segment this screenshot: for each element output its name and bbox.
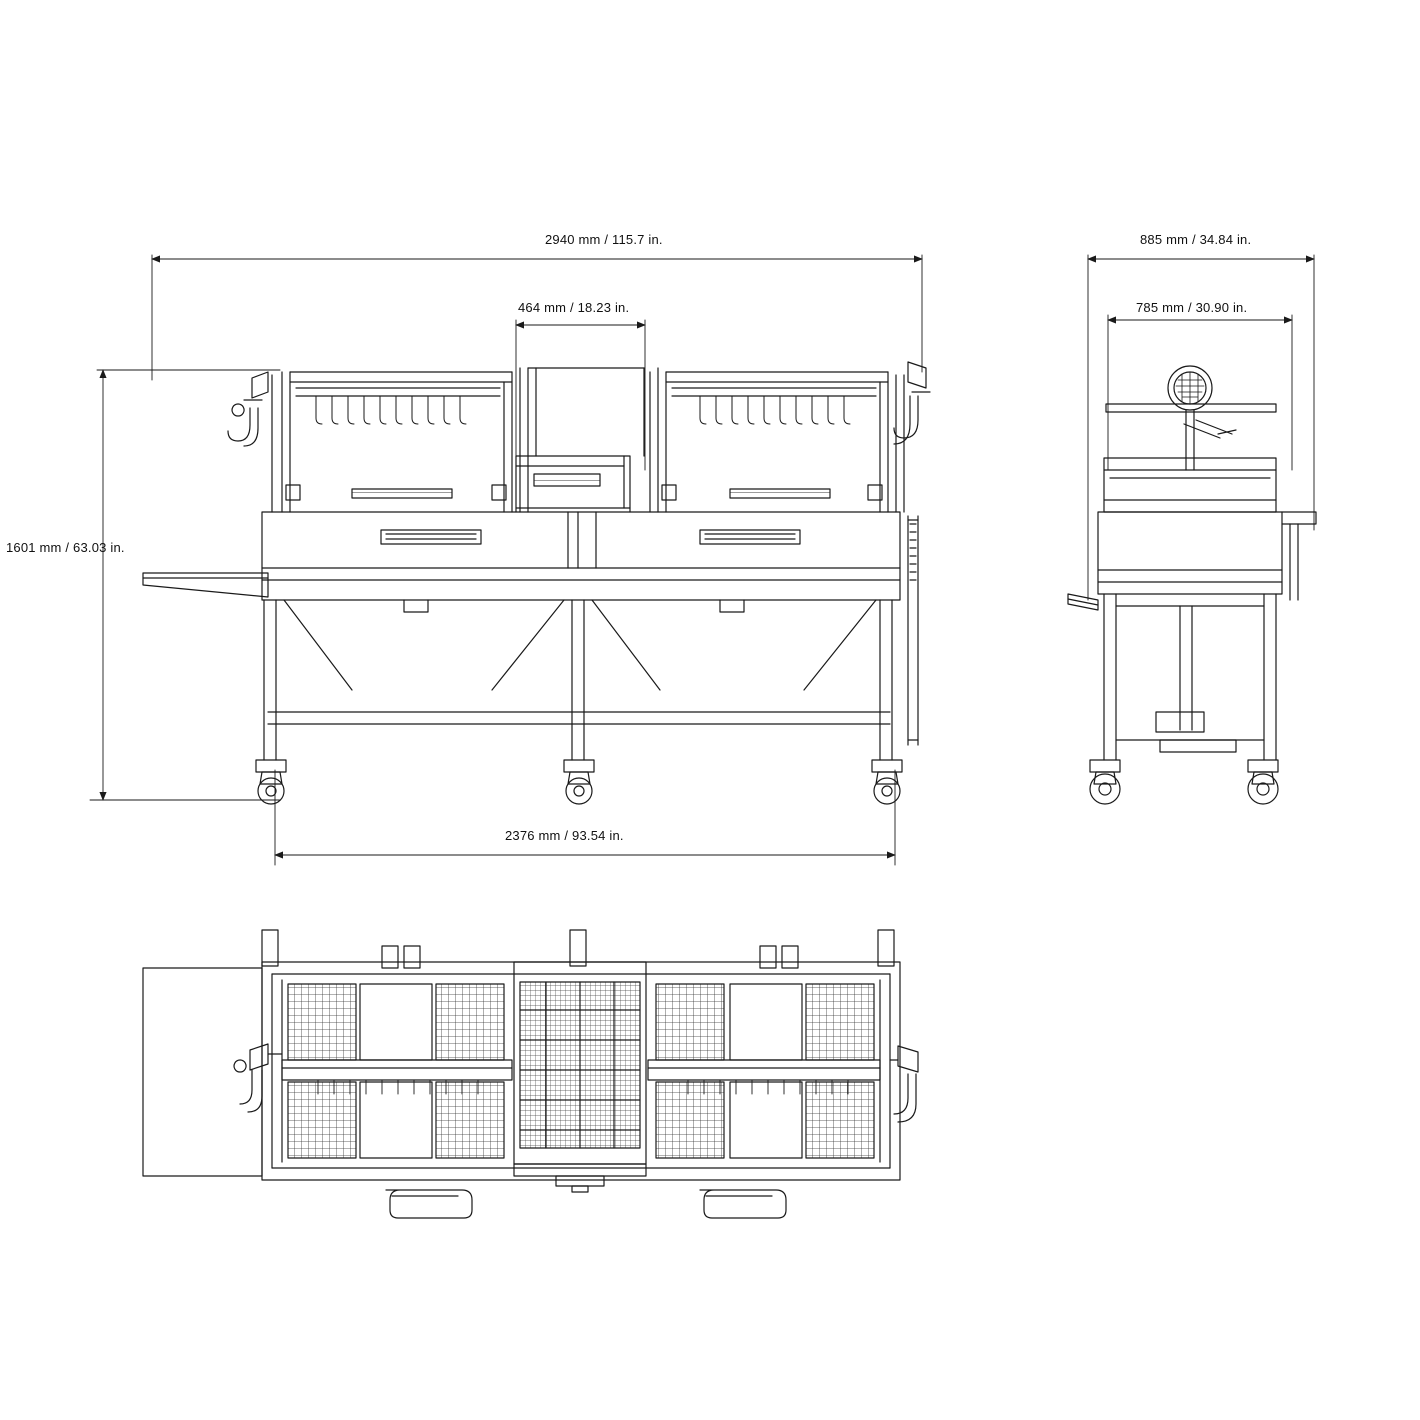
caster — [564, 760, 594, 804]
caster — [1248, 760, 1278, 804]
side-elevation-geometry — [1068, 366, 1316, 804]
caster — [256, 760, 286, 804]
top-plan-geometry — [143, 930, 918, 1218]
dimension-center-module-width-label: 464 mm / 18.23 in. — [518, 300, 630, 315]
dimension-overall-height-label: 1601 mm / 63.03 in. — [6, 540, 125, 555]
dimension-body-depth-label: 785 mm / 30.90 in. — [1136, 300, 1248, 315]
front-elevation-geometry — [143, 362, 930, 804]
dimension-overall-depth-label: 885 mm / 34.84 in. — [1140, 232, 1252, 247]
caster — [872, 760, 902, 804]
dimension-lines-front — [90, 255, 922, 865]
caster — [1090, 760, 1120, 804]
dimension-overall-width-label: 2940 mm / 115.7 in. — [545, 232, 663, 247]
dimension-cart-width-label: 2376 mm / 93.54 in. — [505, 828, 624, 843]
